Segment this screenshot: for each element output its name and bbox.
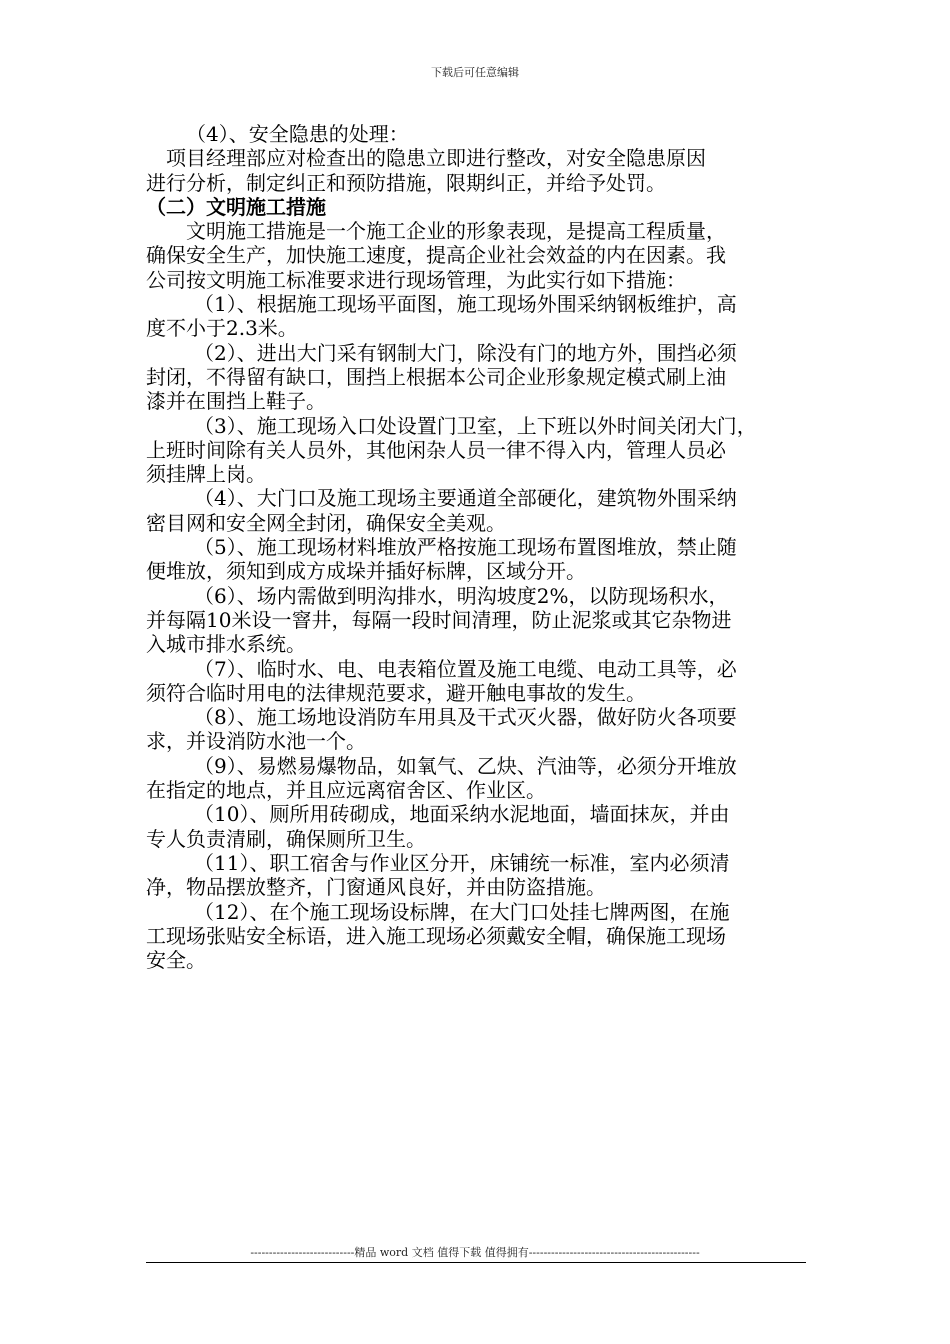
list-item-5: （5）、施工现场材料堆放严格按施工现场布置图堆放，禁止随 (194, 535, 737, 560)
paragraph-line: 文明施工措施是一个施工企业的形象表现，是提高工程质量， (186, 219, 726, 244)
list-item-10: （10）、厕所用砖砌成，地面采纳水泥地面，墙面抹灰，并由 (194, 802, 730, 827)
list-item-3: （3）、施工现场入口处设置门卫室，上下班以外时间关闭大门， (194, 413, 757, 438)
list-item-5-cont: 便堆放，须知到成方成垛并插好标牌，区域分开。 (146, 559, 586, 584)
list-item-3-cont: 上班时间除有关人员外，其他闲杂人员一律不得入内，管理人员必 (146, 437, 726, 462)
list-item-10-cont: 专人负责清刷，确保厕所卫生。 (146, 826, 426, 851)
list-item-12-cont: 工现场张贴安全标语，进入施工现场必须戴安全帽，确保施工现场 (146, 923, 726, 948)
list-item-2-cont: 漆并在围挡上鞋子。 (146, 389, 326, 414)
paragraph-line: 进行分析，制定纠正和预防措施，限期纠正，并给予处罚。 (146, 170, 666, 195)
list-item-8-cont: 求，并设消防水池一个。 (146, 729, 366, 754)
footer-divider (146, 1262, 806, 1263)
list-item-12: （12）、在个施工现场设标牌，在大门口处挂七牌两图，在施 (194, 899, 730, 924)
paragraph-line: 项目经理部应对检查出的隐患立即进行整改，对安全隐患原因 (166, 146, 706, 171)
list-item-12-cont: 安全。 (146, 948, 206, 973)
list-item-11: （11）、职工宿舍与作业区分开，床铺统一标准，室内必须清 (194, 850, 730, 875)
subsection-heading-hazard-handling: （4）、安全隐患的处理： (186, 122, 409, 146)
page-footer-note: ----------------------------精品 word 文档 值得下载 值得拥有---------------------------------------------- (250, 1246, 700, 1259)
section-heading-civilized-construction: （二）文明施工措施 (146, 194, 326, 219)
document-body (146, 122, 810, 972)
list-item-2-cont: 封闭，不得留有缺口，围挡上根据本公司企业形象规定模式刷上油 (146, 364, 726, 389)
list-item-7: （7）、临时水、电、电表箱位置及施工电缆、电动工具等，必 (194, 656, 737, 681)
list-item-11-cont: 净，物品摆放整齐，门窗通风良好，并由防盗措施。 (146, 875, 606, 900)
list-item-7-cont: 须符合临时用电的法律规范要求，避开触电事故的发生。 (146, 680, 646, 705)
list-item-6-cont: 并每隔10米设一窨井，每隔一段时间清理，防止泥浆或其它杂物进 (146, 607, 732, 632)
paragraph-line: 确保安全生产，加快施工速度，提高企业社会效益的内在因素。我 (146, 243, 726, 268)
list-item-2: （2）、进出大门采有钢制大门，除没有门的地方外，围挡必须 (194, 340, 737, 365)
list-item-4-cont: 密目网和安全网全封闭，确保安全美观。 (146, 510, 506, 535)
list-item-9: （9）、易燃易爆物品，如氧气、乙炔、汽油等，必须分开堆放 (194, 753, 737, 778)
page-header-note: 下载后可任意编辑 (431, 66, 519, 79)
paragraph-line: 公司按文明施工标准要求进行现场管理，为此实行如下措施： (146, 267, 686, 292)
list-item-4: （4）、大门口及施工现场主要通道全部硬化，建筑物外围采纳 (194, 486, 737, 511)
list-item-6-cont: 入城市排水系统。 (146, 632, 306, 657)
list-item-8: （8）、施工场地设消防车用具及干式灭火器，做好防火各项要 (194, 705, 737, 730)
list-item-3-cont: 须挂牌上岗。 (146, 462, 266, 487)
list-item-1: （1）、根据施工现场平面图，施工现场外围采纳钢板维护，高 (194, 292, 737, 317)
list-item-6: （6）、场内需做到明沟排水，明沟坡度2%，以防现场积水， (194, 583, 729, 608)
list-item-9-cont: 在指定的地点，并且应远离宿舍区、作业区。 (146, 778, 546, 803)
list-item-1-cont: 度不小于2.3米。 (146, 316, 298, 341)
